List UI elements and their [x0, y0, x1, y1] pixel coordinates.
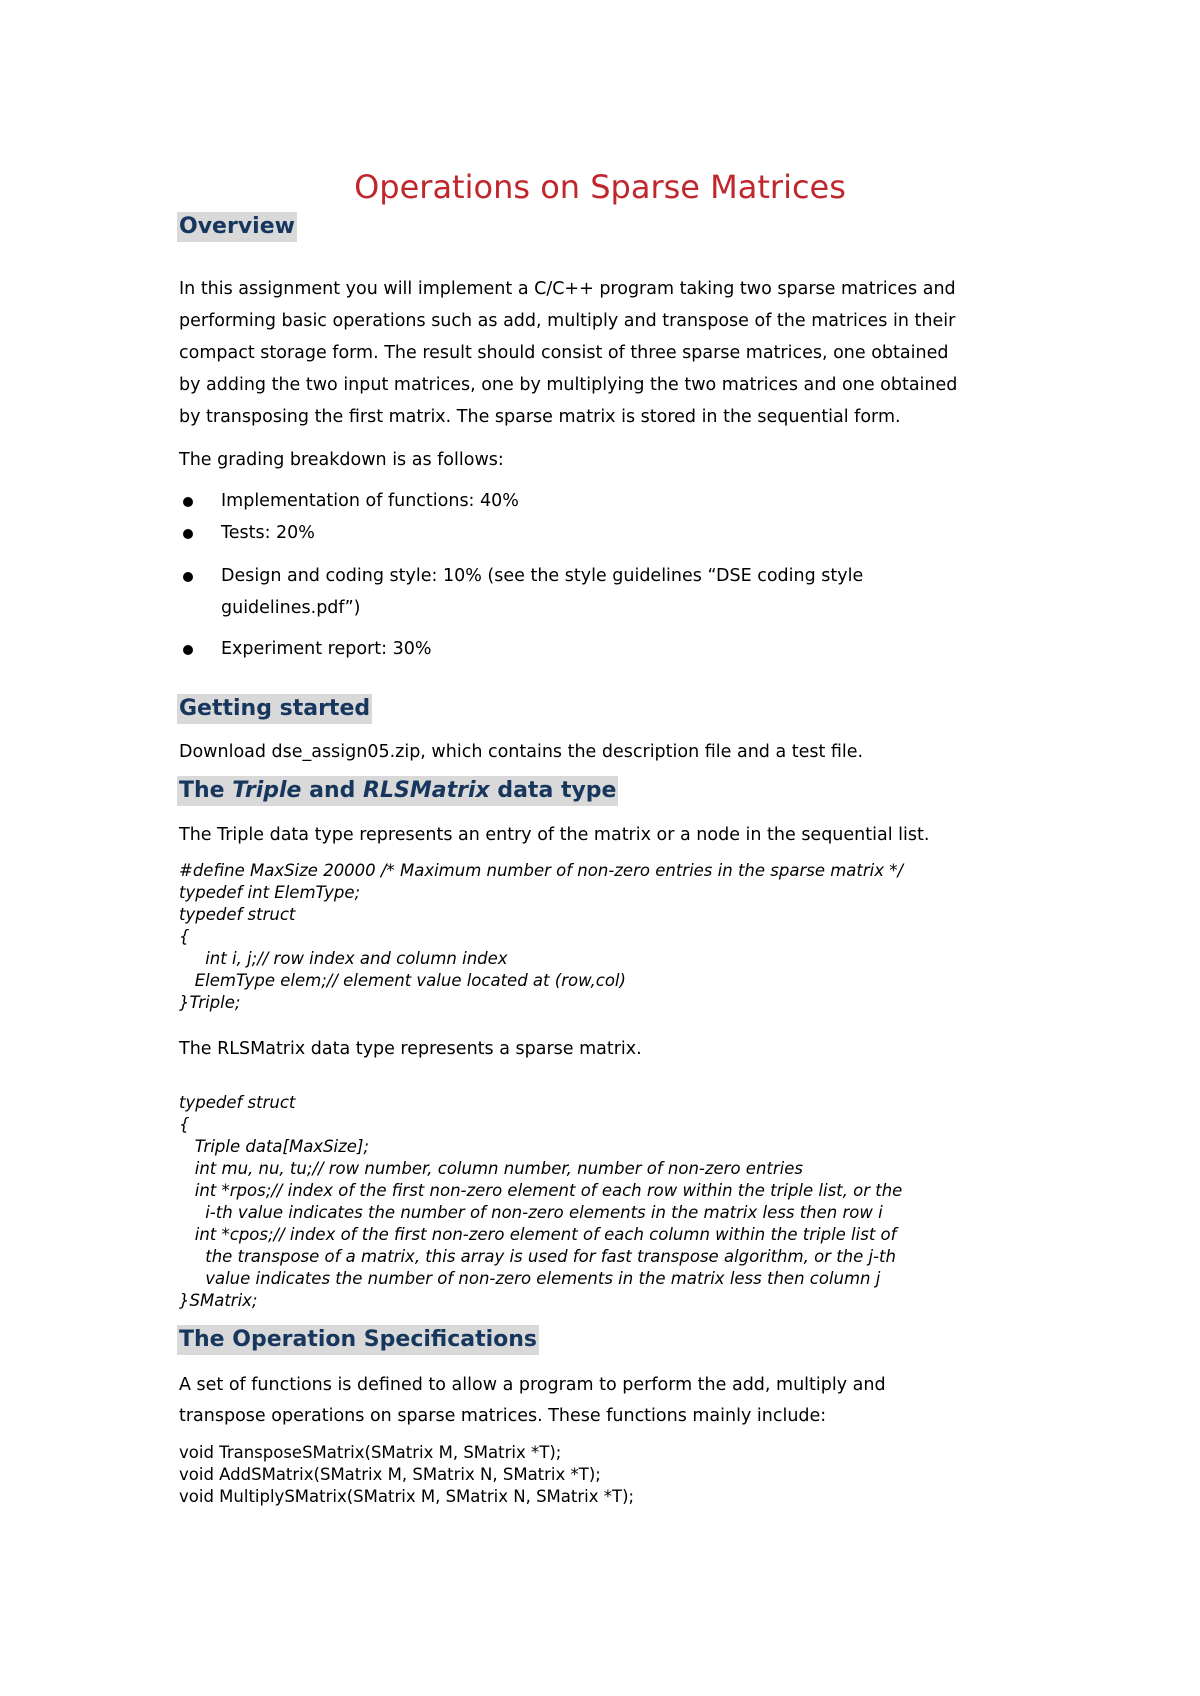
getting-started-heading: Getting started: [177, 694, 372, 724]
grading-intro: The grading breakdown is as follows:: [179, 450, 504, 470]
rlsmatrix-type-name: RLSMatrix: [363, 778, 490, 803]
rlsmatrix-description: The RLSMatrix data type represents a sparse matrix.: [179, 1039, 642, 1059]
overview-line-5: by transposing the first matrix. The sparse matrix is stored in the sequential form.: [179, 407, 901, 427]
data-type-heading: The Triple and RLSMatrix data type: [177, 776, 618, 806]
bullet-icon: [183, 529, 193, 539]
bullet-icon: [183, 572, 193, 582]
rlsmatrix-code-block: typedef struct { Triple data[MaxSize]; int mu, nu, tu;// row number, column number, number of non-zero entries int *rpos;// index of the first non-zero element of each row within the triple list, or the i-th value indicates the number of non-zero elements in the matrix less then row i int *cpos;// index of the first non-zero element of each column within the triple list of the transpose of a matrix, this array is used for fast transpose algorithm, or the j-th value indicates the number of non-zero elements in the matrix less then column j }SMatrix;: [179, 1093, 903, 1310]
function-signatures: void TransposeSMatrix(SMatrix M, SMatrix *T); void AddSMatrix(SMatrix M, SMatrix N, SMatrix *T); void MultiplySMatrix(SMatrix M, SMatrix N, SMatrix *T);: [179, 1443, 635, 1506]
operations-line-2: transpose operations on sparse matrices. These functions mainly include:: [179, 1406, 827, 1426]
grading-item-label: Experiment report: 30%: [221, 639, 432, 659]
operations-heading: The Operation Specifications: [177, 1325, 539, 1355]
overview-heading: Overview: [177, 212, 297, 242]
triple-code-block: #define MaxSize 20000 /* Maximum number of non-zero entries in the sparse matrix */ typedef int ElemType; typedef struct { int i, j;// row index and column index ElemType elem;// element value located at (row,col) }Triple;: [179, 861, 904, 1012]
page-title: Operations on Sparse Matrices: [354, 168, 846, 206]
overview-line-2: performing basic operations such as add, multiply and transpose of the matrices in their: [179, 311, 956, 331]
grading-item-label: Implementation of functions: 40%: [221, 491, 519, 511]
overview-line-1: In this assignment you will implement a C/C++ program taking two sparse matrices and: [179, 279, 956, 299]
overview-line-3: compact storage form. The result should consist of three sparse matrices, one obtained: [179, 343, 949, 363]
grading-item-label: Design and coding style: 10% (see the style guidelines “DSE coding style guidelines.pdf”): [221, 566, 864, 618]
bullet-icon: [183, 497, 193, 507]
operations-line-1: A set of functions is defined to allow a program to perform the add, multiply and: [179, 1375, 886, 1395]
bullet-icon: [183, 645, 193, 655]
triple-description: The Triple data type represents an entry of the matrix or a node in the sequential list.: [179, 825, 930, 845]
triple-type-name: Triple: [232, 778, 302, 803]
grading-item-label: Tests: 20%: [221, 523, 315, 543]
getting-started-text: Download dse_assign05.zip, which contains the description file and a test file.: [179, 742, 864, 762]
overview-line-4: by adding the two input matrices, one by multiplying the two matrices and one obtained: [179, 375, 958, 395]
